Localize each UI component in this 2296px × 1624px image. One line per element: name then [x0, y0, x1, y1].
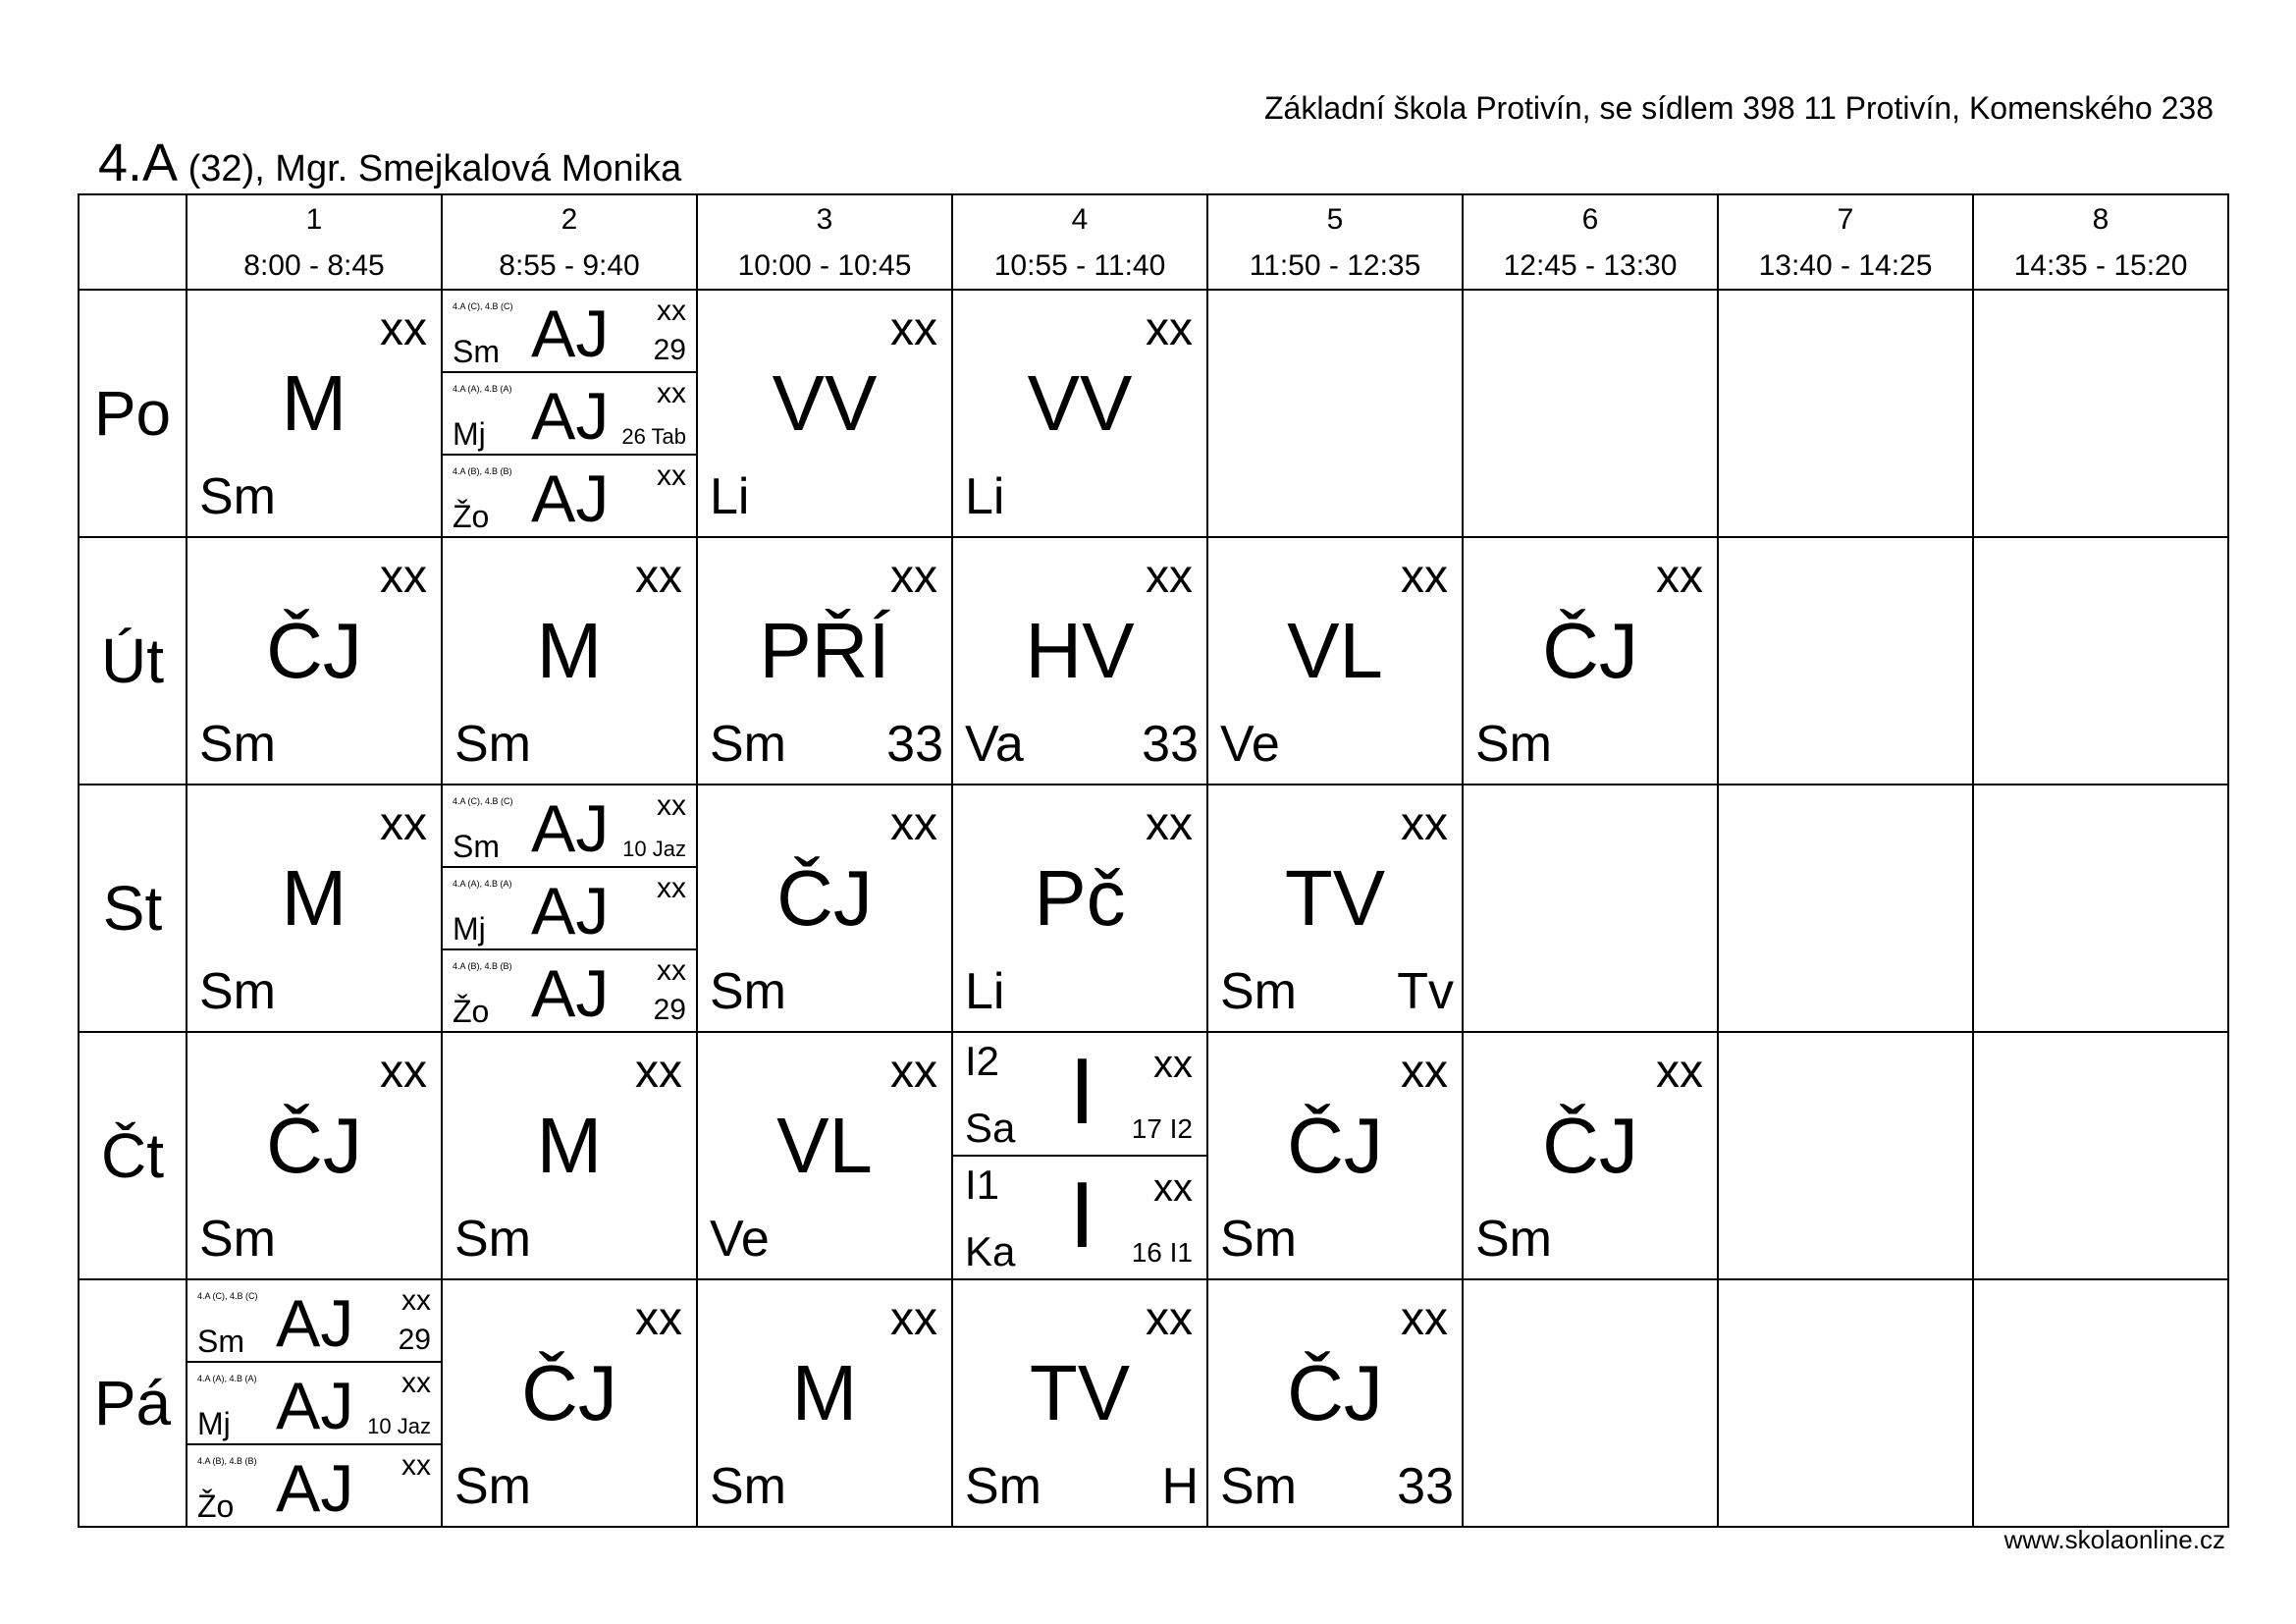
- group-subject: AJ: [531, 379, 610, 454]
- group-split: [187, 1280, 441, 1526]
- lesson-cell: [697, 1032, 952, 1279]
- lesson-subject: ČJ: [1287, 1102, 1383, 1189]
- lesson-cell: [187, 1032, 442, 1279]
- corner-cell: [79, 194, 187, 290]
- empty-cell: [1207, 290, 1463, 537]
- footer-link[interactable]: www.skolaonline.cz: [2003, 1525, 2225, 1554]
- lesson-cell: [442, 1279, 697, 1527]
- day-row: [79, 290, 2228, 537]
- lesson[interactable]: [187, 538, 441, 784]
- lesson[interactable]: [953, 785, 1206, 1031]
- group-teacher: Sm: [453, 334, 500, 369]
- group-room: 10 Jaz: [367, 1414, 431, 1438]
- lesson-teacher: Ve: [1220, 716, 1280, 773]
- group-label: 4.A (C), 4.B (C): [453, 796, 513, 806]
- lesson-subject: ČJ: [266, 607, 362, 694]
- day-label: St: [79, 785, 187, 1032]
- lesson-subject: TV: [1029, 1349, 1131, 1436]
- group-mark: xx: [657, 460, 686, 492]
- lesson-subject: M: [281, 359, 347, 447]
- empty-cell: [1463, 290, 1718, 537]
- period-number: 5: [1326, 203, 1344, 236]
- group-subject: AJ: [531, 297, 610, 371]
- period-header-5: [1207, 194, 1463, 290]
- lesson-cell: [1207, 1032, 1463, 1279]
- group-mark: xx: [401, 1284, 431, 1317]
- lesson-cell: [1463, 1032, 1718, 1279]
- group-mark: xx: [1153, 1043, 1193, 1086]
- lesson-subject: ČJ: [1542, 607, 1638, 694]
- group-lesson[interactable]: [443, 950, 696, 1031]
- lesson-teacher: Sm: [199, 963, 276, 1020]
- lesson[interactable]: [953, 538, 1206, 784]
- lesson[interactable]: [1208, 1280, 1462, 1526]
- group-room: 29: [398, 1324, 431, 1356]
- lesson-mark: xx: [1146, 798, 1193, 850]
- lesson-subject: HV: [1025, 607, 1135, 694]
- lesson-cell: [1207, 1279, 1463, 1527]
- lesson[interactable]: [698, 1280, 951, 1526]
- group-label: 4.A (C), 4.B (C): [197, 1291, 258, 1301]
- day-label: Čt: [79, 1032, 187, 1279]
- period-number: 2: [561, 203, 578, 236]
- lesson[interactable]: [443, 538, 696, 784]
- period-time: 10:00 - 10:45: [737, 249, 912, 282]
- lesson-room: 33: [1142, 716, 1199, 773]
- lesson-cell: [697, 290, 952, 537]
- period-header-2: [442, 194, 697, 290]
- lesson[interactable]: [698, 1033, 951, 1278]
- lesson-teacher: Sm: [1475, 1211, 1552, 1268]
- lesson-teacher: Va: [965, 716, 1024, 773]
- group-split: [443, 785, 696, 1031]
- period-time: 13:40 - 14:25: [1758, 249, 1933, 282]
- period-time: 12:45 - 13:30: [1503, 249, 1678, 282]
- lesson-teacher: Sm: [1220, 1458, 1297, 1515]
- lesson-mark: xx: [890, 303, 937, 355]
- empty-cell: [1463, 1279, 1718, 1527]
- group-label: 4.A (A), 4.B (A): [453, 384, 512, 394]
- lesson-teacher: Sm: [199, 468, 276, 525]
- lesson-teacher: Li: [710, 468, 750, 525]
- informatics-group[interactable]: [953, 1157, 1206, 1278]
- lesson-mark: xx: [635, 551, 682, 603]
- group-room: 16 I1: [1131, 1237, 1193, 1268]
- empty-cell: [1718, 1032, 1973, 1279]
- empty-cell: [1973, 1032, 2228, 1279]
- lesson-subject: M: [791, 1349, 858, 1436]
- empty-cell: [1973, 1279, 2228, 1527]
- lesson-cell: [1207, 537, 1463, 785]
- group-lesson[interactable]: [187, 1363, 441, 1445]
- lesson[interactable]: [187, 291, 441, 536]
- lesson-mark: xx: [1401, 798, 1448, 850]
- class-info: (32), Mgr. Smejkalová Monika: [178, 148, 682, 189]
- lesson-teacher: Sm: [710, 963, 786, 1020]
- lesson-cell: [442, 1032, 697, 1279]
- lesson[interactable]: [1208, 1033, 1462, 1278]
- group-room: 17 I2: [1131, 1113, 1193, 1144]
- lesson-teacher: Sm: [710, 1458, 786, 1515]
- empty-cell: [1718, 290, 1973, 537]
- lesson[interactable]: [1464, 538, 1717, 784]
- period-header-row: [79, 194, 2228, 290]
- group-lesson-cell: [187, 1279, 442, 1527]
- group-room: 10 Jaz: [622, 837, 686, 861]
- lesson-mark: xx: [1146, 1293, 1193, 1345]
- empty-cell: [1463, 785, 1718, 1032]
- day-label: Út: [79, 537, 187, 785]
- lesson-room: Tv: [1397, 963, 1454, 1020]
- group-split: [443, 291, 696, 536]
- lesson-room: 33: [886, 716, 943, 773]
- period-time: 8:00 - 8:45: [243, 249, 385, 282]
- group-mark: xx: [1153, 1166, 1193, 1210]
- lesson-teacher: Li: [965, 468, 1005, 525]
- lesson[interactable]: [187, 785, 441, 1031]
- lesson-mark: xx: [635, 1293, 682, 1345]
- lesson-teacher: Sm: [965, 1458, 1041, 1515]
- class-name: 4.A: [98, 134, 179, 192]
- period-header-3: [697, 194, 952, 290]
- lesson-subject: M: [536, 1102, 603, 1189]
- group-teacher: Sm: [453, 829, 500, 864]
- period-header-1: [187, 194, 442, 290]
- lesson[interactable]: [187, 1033, 441, 1278]
- group-subject: I: [1069, 1163, 1095, 1268]
- group-teacher: Mj: [197, 1406, 231, 1441]
- lesson-teacher: Ve: [710, 1211, 770, 1268]
- group-subject: AJ: [531, 956, 610, 1031]
- group-teacher: Žo: [197, 1489, 235, 1524]
- group-subject: AJ: [276, 1369, 354, 1443]
- period-header-4: [952, 194, 1207, 290]
- period-number: 3: [816, 203, 833, 236]
- lesson-teacher: Sm: [1475, 716, 1552, 773]
- lesson-cell: [952, 785, 1207, 1032]
- empty-cell: [1973, 785, 2228, 1032]
- lesson-cell: [952, 290, 1207, 537]
- lesson[interactable]: [698, 291, 951, 536]
- lesson-cell: [187, 537, 442, 785]
- lesson-cell: [697, 785, 952, 1032]
- lesson-mark: xx: [890, 798, 937, 850]
- lesson-cell: [952, 537, 1207, 785]
- day-row: [79, 537, 2228, 785]
- group-label: 4.A (A), 4.B (A): [197, 1374, 257, 1383]
- lesson-subject: VL: [776, 1102, 873, 1189]
- group-subject: I: [1069, 1039, 1095, 1144]
- lesson-mark: xx: [890, 551, 937, 603]
- group-subject: AJ: [276, 1286, 354, 1361]
- lesson-mark: xx: [380, 798, 427, 850]
- group-label: I1: [965, 1162, 1000, 1208]
- lesson[interactable]: [1464, 1033, 1717, 1278]
- lesson[interactable]: [698, 785, 951, 1031]
- period-number: 1: [305, 203, 323, 236]
- lesson-cell: [187, 785, 442, 1032]
- lesson[interactable]: [1208, 538, 1462, 784]
- group-mark: xx: [657, 789, 686, 822]
- lesson-subject: TV: [1284, 854, 1386, 942]
- page-title: [98, 133, 681, 193]
- lesson-mark: xx: [1146, 551, 1193, 603]
- group-label: I2: [965, 1038, 1000, 1084]
- lesson[interactable]: [953, 291, 1206, 536]
- lesson-subject: ČJ: [776, 854, 873, 942]
- period-header-6: [1463, 194, 1718, 290]
- lesson-mark: xx: [1401, 551, 1448, 603]
- group-mark: xx: [401, 1449, 431, 1482]
- lesson-teacher: Sm: [710, 716, 786, 773]
- group-lesson[interactable]: [443, 456, 696, 536]
- group-label: 4.A (B), 4.B (B): [453, 961, 512, 971]
- lesson-subject: VL: [1287, 607, 1383, 694]
- lesson-subject: M: [536, 607, 603, 694]
- period-number: 6: [1581, 203, 1599, 236]
- lesson-cell: [1463, 537, 1718, 785]
- lesson-subject: ČJ: [1542, 1102, 1638, 1189]
- empty-cell: [1973, 290, 2228, 537]
- group-room: 29: [653, 334, 686, 366]
- lesson-subject: PŘÍ: [759, 607, 890, 694]
- group-lesson[interactable]: [443, 868, 696, 950]
- lesson-mark: xx: [1656, 1046, 1703, 1098]
- lesson-teacher: Sm: [454, 1211, 531, 1268]
- lesson-cell: [697, 537, 952, 785]
- lesson-mark: xx: [380, 551, 427, 603]
- group-subject: AJ: [531, 874, 610, 948]
- group-label: 4.A (B), 4.B (B): [197, 1456, 257, 1466]
- lesson-teacher: Sm: [454, 716, 531, 773]
- lesson-mark: xx: [380, 1046, 427, 1098]
- informatics-split: [953, 1033, 1206, 1278]
- group-label: 4.A (A), 4.B (A): [453, 879, 512, 889]
- informatics-group[interactable]: [953, 1033, 1206, 1157]
- period-number: 4: [1071, 203, 1089, 236]
- empty-cell: [1718, 785, 1973, 1032]
- lesson-mark: xx: [635, 1046, 682, 1098]
- group-teacher: Mj: [453, 416, 486, 452]
- period-time: 8:55 - 9:40: [499, 249, 640, 282]
- lesson-mark: xx: [1401, 1293, 1448, 1345]
- lesson-teacher: Sm: [1220, 1211, 1297, 1268]
- lesson-mark: xx: [1656, 551, 1703, 603]
- period-time: 10:55 - 11:40: [993, 249, 1166, 282]
- group-lesson-cell: [442, 290, 697, 537]
- lesson-room: 33: [1397, 1458, 1454, 1515]
- lesson-mark: xx: [380, 303, 427, 355]
- lesson-teacher: Sm: [199, 716, 276, 773]
- timetable: [78, 193, 2229, 1528]
- group-mark: xx: [657, 295, 686, 327]
- lesson-cell: [187, 290, 442, 537]
- lesson-subject: VV: [1027, 359, 1133, 447]
- group-mark: xx: [657, 872, 686, 904]
- group-mark: xx: [401, 1367, 431, 1399]
- group-subject: AJ: [276, 1451, 354, 1526]
- group-teacher: Žo: [453, 994, 490, 1029]
- lesson-subject: M: [281, 854, 347, 942]
- group-lesson[interactable]: [443, 291, 696, 373]
- lesson[interactable]: [698, 538, 951, 784]
- group-label: 4.A (C), 4.B (C): [453, 301, 513, 311]
- group-room: 29: [653, 994, 686, 1026]
- period-header-7: [1718, 194, 1973, 290]
- lesson-cell: [442, 537, 697, 785]
- group-subject: AJ: [531, 791, 610, 866]
- lesson[interactable]: [443, 1033, 696, 1278]
- lesson-cell: [697, 1279, 952, 1527]
- lesson-teacher: Sm: [454, 1458, 531, 1515]
- lesson-mark: xx: [1146, 303, 1193, 355]
- period-number: 8: [2092, 203, 2109, 236]
- lesson-teacher: Sm: [1220, 963, 1297, 1020]
- lesson-teacher: Li: [965, 963, 1005, 1020]
- lesson-mark: xx: [890, 1293, 937, 1345]
- lesson-mark: xx: [1401, 1046, 1448, 1098]
- empty-cell: [1973, 537, 2228, 785]
- lesson-subject: VV: [772, 359, 878, 447]
- day-label: Pá: [79, 1279, 187, 1527]
- group-teacher: Ka: [965, 1228, 1016, 1274]
- group-subject: AJ: [531, 461, 610, 536]
- empty-cell: [1718, 1279, 1973, 1527]
- group-mark: xx: [657, 377, 686, 409]
- group-label: 4.A (B), 4.B (B): [453, 466, 512, 476]
- lesson[interactable]: [1208, 785, 1462, 1031]
- group-mark: xx: [657, 954, 686, 987]
- group-room: 26 Tab: [621, 424, 686, 449]
- lesson-subject: ČJ: [266, 1102, 362, 1189]
- group-lesson-cell: [442, 785, 697, 1032]
- day-row: [79, 1032, 2228, 1279]
- informatics-lesson-cell: [952, 1032, 1207, 1279]
- group-lesson[interactable]: [187, 1280, 441, 1363]
- lesson-cell: [1207, 785, 1463, 1032]
- period-header-8: [1973, 194, 2228, 290]
- group-teacher: Sa: [965, 1105, 1016, 1151]
- group-teacher: Mj: [453, 911, 486, 947]
- lesson-teacher: Sm: [199, 1211, 276, 1268]
- group-lesson[interactable]: [443, 373, 696, 456]
- school-name: Základní škola Protivín, se sídlem 398 11 Protivín, Komenského 238: [1263, 90, 2214, 126]
- lesson-subject: ČJ: [521, 1349, 617, 1436]
- day-label: Po: [79, 290, 187, 537]
- group-teacher: Sm: [197, 1324, 244, 1359]
- period-time: 11:50 - 12:35: [1249, 249, 1421, 282]
- lesson[interactable]: [443, 1280, 696, 1526]
- lesson[interactable]: [953, 1280, 1206, 1526]
- group-lesson[interactable]: [187, 1445, 441, 1526]
- day-row: [79, 1279, 2228, 1527]
- period-time: 14:35 - 15:20: [2013, 249, 2188, 282]
- lesson-mark: xx: [890, 1046, 937, 1098]
- group-teacher: Žo: [453, 499, 490, 534]
- day-row: [79, 785, 2228, 1032]
- lesson-room: H: [1161, 1458, 1199, 1515]
- lesson-cell: [952, 1279, 1207, 1527]
- lesson-subject: ČJ: [1287, 1349, 1383, 1436]
- empty-cell: [1718, 537, 1973, 785]
- lesson-subject: Pč: [1034, 854, 1126, 942]
- group-lesson[interactable]: [443, 785, 696, 868]
- period-number: 7: [1837, 203, 1854, 236]
